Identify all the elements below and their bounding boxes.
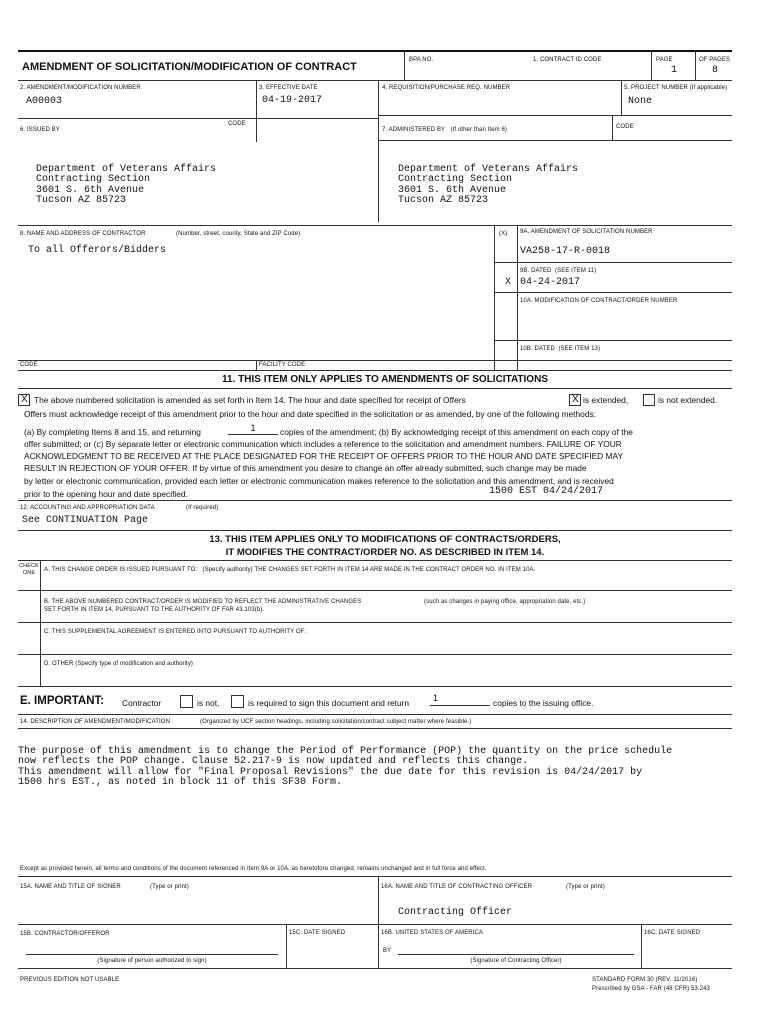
is-required-checkbox[interactable] bbox=[231, 695, 244, 708]
is-required-label: is required to sign this document and return bbox=[248, 698, 410, 708]
page-number: 1 bbox=[671, 65, 678, 76]
is-not-extended-checkbox[interactable] bbox=[643, 394, 655, 406]
block11-line7: by letter or electronic communication, provided each letter or electronic communication makes reference to the solicitation and this amendment, and is received bbox=[24, 476, 614, 486]
project-number-value: None bbox=[628, 96, 653, 107]
contractor-signature-line[interactable]: (Signature of person authorized to sign) bbox=[97, 958, 207, 964]
form-title: AMENDMENT OF SOLICITATION/MODIFICATION OF CONTRACT bbox=[22, 61, 357, 73]
issued-by-code-label: CODE bbox=[228, 121, 246, 127]
contract-id-code-label: 1. CONTRACT ID CODE bbox=[533, 57, 602, 63]
is-extended-label: is extended, bbox=[583, 395, 629, 405]
contractor-name-value: To all Offerors/Bidders bbox=[28, 245, 167, 256]
x-column-label: (X) bbox=[499, 231, 508, 237]
block11-line3b: copies of the amendment; (b) By acknowledging receipt of this amendment on each copy of the bbox=[280, 427, 633, 437]
block11-line8: prior to the opening hour and date specified. bbox=[24, 489, 188, 499]
prescribed-by-note: Prescribed by GSA - FAR (48 CFR) 53.243 bbox=[592, 986, 710, 992]
block11-line6: RESULT IN REJECTION OF YOUR OFFER. If by virtue of this amendment you desire to change an offer already submitted, such change may be made bbox=[24, 463, 587, 473]
contractor-offeror-label: 15B. CONTRACTOR/OFFEROR bbox=[20, 931, 110, 937]
administrative-change-line2: SET FORTH IN ITEM 14, PURSUANT TO THE AUTHORITY OF FAR 43.103(b). bbox=[44, 607, 265, 613]
previous-edition-note: PREVIOUS EDITION NOT USABLE bbox=[20, 977, 120, 983]
contractor-date-signed-label: 15C. DATE SIGNED bbox=[289, 930, 346, 936]
description-label: 14. DESCRIPTION OF AMENDMENT/MODIFICATION bbox=[20, 719, 170, 725]
description-text: The purpose of this amendment is to change the Period of Performance (POP) the quantity on the price schedule now reflects the POP change. Clause 52.217-9 is now updated and reflects this change. This amendment will allow for "Final Proposal Revisions" the due date for this revision is 04/24/2017 by 1500 hrs EST., as noted in block 11 of this SF30 Form. bbox=[18, 745, 673, 789]
copies-suffix: copies to the issuing office. bbox=[493, 698, 594, 708]
is-not-extended-label: is not extended. bbox=[658, 395, 718, 405]
other-option[interactable]: D. OTHER (Specify type of modification and authority) bbox=[44, 661, 194, 667]
officer-date-signed-label: 16C. DATE SIGNED bbox=[644, 930, 701, 936]
page-label: PAGE bbox=[656, 57, 673, 63]
administrative-change-option[interactable]: B. THE ABOVE NUMBERED CONTRACT/ORDER IS MODIFIED TO REFLECT THE ADMINISTRATIVE CHANGES bbox=[44, 599, 362, 605]
block11-line3a: (a) By completing Items 8 and 15, and returning bbox=[24, 427, 201, 437]
dated-9b-checkmark[interactable]: X bbox=[505, 277, 512, 288]
block11-line1: The above numbered solicitation is amended as set forth in Item 14. The hour and date specified for receipt of Offers bbox=[34, 395, 466, 405]
by-label: BY bbox=[383, 948, 392, 954]
contractor-name-label: 8. NAME AND ADDRESS OF CONTRACTOR bbox=[20, 231, 146, 237]
of-pages-number: 8 bbox=[712, 65, 719, 76]
project-number-label: 5. PROJECT NUMBER (If applicable) bbox=[624, 85, 728, 91]
is-extended-checkbox[interactable]: X bbox=[569, 394, 581, 406]
block11-line4: offer submitted; or (c) By separate letter or electronic communication which includes a reference to the solicitation and amendment numbers. FAILURE OF YOUR bbox=[24, 439, 622, 449]
amendment-number-value: A00003 bbox=[26, 96, 63, 107]
united-states-label: 16B. UNITED STATES OF AMERICA bbox=[381, 930, 484, 936]
standard-form-number: STANDARD FORM 30 (REV. 11/2016) bbox=[592, 977, 698, 983]
accounting-data-label: 12. ACCOUNTING AND APPROPRIATION DATA bbox=[20, 505, 155, 511]
amended-checkbox[interactable]: X bbox=[18, 394, 30, 406]
new-offer-due-date: 1500 EST 04/24/2017 bbox=[489, 486, 604, 497]
is-not-label: is not, bbox=[197, 698, 220, 708]
contracting-officer-name-label: 16A. NAME AND TITLE OF CONTRACTING OFFICER bbox=[381, 884, 533, 890]
administered-by-code-label: CODE bbox=[616, 124, 634, 130]
is-not-checkbox[interactable] bbox=[180, 695, 193, 708]
of-pages-label: OF PAGES bbox=[699, 57, 731, 63]
issued-by-label: 6. ISSUED BY bbox=[20, 127, 60, 133]
terms-unchanged-statement: Except as provided herein, all terms and conditions of the document referenced in Item 9A or 10A, as heretofore changed, remains unchanged and in full force and effect. bbox=[20, 866, 487, 872]
block11-heading: 11. THIS ITEM ONLY APPLIES TO AMENDMENTS OF SOLICITATIONS bbox=[222, 374, 548, 385]
effective-date-value: 04-19-2017 bbox=[262, 95, 323, 106]
solicitation-number-label: 9A. AMENDMENT OF SOLICITATION NUMBER bbox=[520, 229, 653, 235]
contractor-label: Contractor bbox=[122, 698, 162, 708]
block13-heading-line2: IT MODIFIES THE CONTRACT/ORDER NO. AS DESCRIBED IN ITEM 14. bbox=[225, 547, 545, 558]
solicitation-number-value: VA258-17-R-0018 bbox=[520, 246, 611, 257]
contracting-officer-name-sublabel: (Type or print) bbox=[566, 884, 605, 890]
amendment-number-label: 2. AMENDMENT/MODIFICATION NUMBER bbox=[20, 85, 141, 91]
officer-signature-line[interactable]: (Signature of Contracting Officer) bbox=[470, 958, 562, 964]
effective-date-label: 3. EFFECTIVE DATE bbox=[259, 85, 318, 91]
issued-by-address: Department of Veterans Affairs Contracting Section 3601 S. 6th Avenue Tucson AZ 85723 bbox=[36, 163, 217, 207]
contracting-officer-name-value: Contracting Officer bbox=[398, 907, 513, 918]
facility-code-label: FACILITY CODE bbox=[259, 362, 306, 368]
requisition-number-label: 4. REQUISITION/PURCHASE REQ. NUMBER bbox=[382, 85, 511, 91]
signed-copies-count: 1 bbox=[430, 693, 490, 706]
check-one-label: CHECK ONE bbox=[19, 563, 39, 576]
dated-9b-value: 04-24-2017 bbox=[520, 277, 581, 288]
signer-name-sublabel: (Type or print) bbox=[150, 884, 189, 890]
important-title: E. IMPORTANT: bbox=[20, 695, 105, 707]
dated-10b-label: 10B. DATED (SEE ITEM 13) bbox=[520, 346, 601, 352]
block13-heading-line1: 13. THIS ITEM APPLIES ONLY TO MODIFICATIONS OF CONTRACTS/ORDERS, bbox=[209, 534, 561, 545]
block11-line2: Offers must acknowledge receipt of this amendment prior to the hour and date specified in the solicitation or as amended, by one of the following methods: bbox=[24, 409, 596, 419]
change-order-option[interactable]: A. THIS CHANGE ORDER IS ISSUED PURSUANT TO: (Specify authority) THE CHANGES SET FORTH IN ITEM 14 ARE MADE IN THE CONTRACT ORDER NO. IN ITEM 10A. bbox=[44, 567, 536, 573]
contractor-code-label: CODE bbox=[20, 362, 38, 368]
bpa-number-label: BPA NO. bbox=[409, 57, 434, 63]
administered-by-label: 7. ADMINISTERED BY (If other than Item 6) bbox=[382, 127, 508, 133]
supplemental-agreement-option[interactable]: C. THIS SUPPLEMENTAL AGREEMENT IS ENTERED INTO PURSUANT TO AUTHORITY OF: bbox=[44, 629, 307, 635]
administered-by-address: Department of Veterans Affairs Contracting Section 3601 S. 6th Avenue Tucson AZ 85723 bbox=[398, 163, 579, 207]
returned-copies-count: 1 bbox=[228, 423, 278, 435]
contractor-name-sublabel: (Number, street, county, State and ZIP Code) bbox=[176, 231, 301, 237]
administrative-change-sublabel: (such as changes in paying office, appropriation date, etc.) bbox=[424, 599, 586, 605]
block11-line5: ACKNOWLEDGMENT TO BE RECEIVED AT THE PLACE DESIGNATED FOR THE RECEIPT OF OFFERS PRIOR TO THE HOUR AND DATE SPECIFIED MAY bbox=[24, 451, 624, 461]
dated-9b-label: 9B. DATED (SEE ITEM 11) bbox=[520, 268, 597, 274]
accounting-data-sublabel: (If required) bbox=[186, 505, 219, 511]
accounting-data-value: See CONTINUATION Page bbox=[22, 515, 149, 526]
description-sublabel: (Organized by UCF section headings, including solicitation/contract subject matter where feasible.) bbox=[200, 719, 472, 725]
modification-number-label: 10A. MODIFICATION OF CONTRACT/ORDER NUMBER bbox=[520, 298, 678, 304]
signer-name-label: 15A. NAME AND TITLE OF SIGNER bbox=[20, 884, 121, 890]
